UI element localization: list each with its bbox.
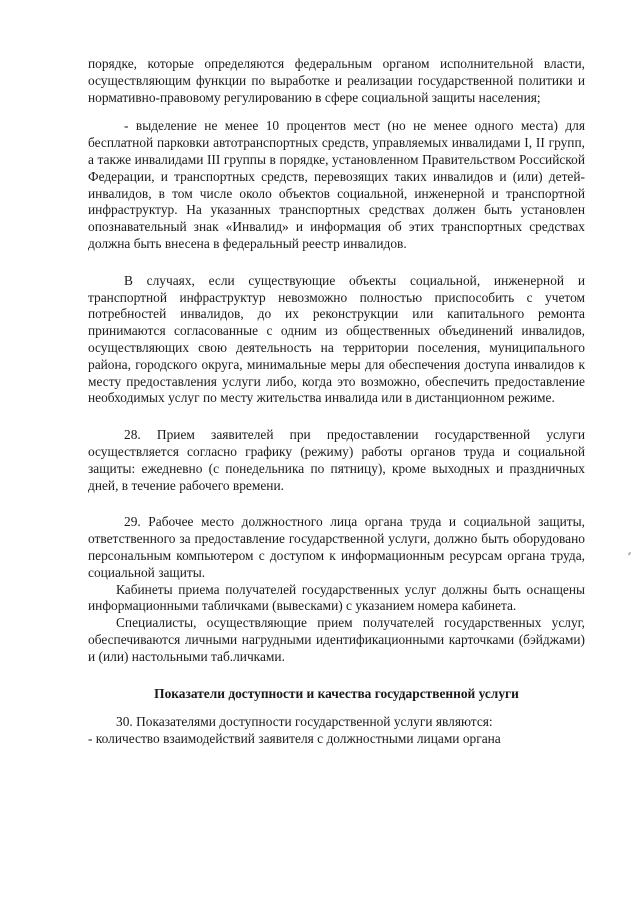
paragraph-specialists: Специалисты, осуществляющие прием получателей государственных услуг, обеспечиваются личными нагрудными идентификационными карточками (бэйджами) и (или) настольными таб.личками.: [88, 615, 585, 664]
document-body: [88, 56, 585, 748]
margin-mark: ⸗: [628, 548, 631, 558]
paragraph-parking: - выделение не менее 10 процентов мест (но не менее одного места) для бесплатной парковки автотранспортных средств, управляемых инвалидами I, II групп, а также инвалидами III группы в порядке, установленном Правительством Российской Федерации, и транспортных средств, перевозящих таких инвалидов и (или) детей-инвалидов, в том числе около объектов социальной, инженерной и транспортной инфраструктур. На указанных транспортных средствах должен быть установлен опознавательный знак «Инвалид» и информация об этих транспортных средствах должна быть внесена в федеральный реестр инвалидов.: [88, 118, 585, 251]
paragraph-28: 28. Прием заявителей при предоставлении государственной услуги осуществляется согласно графику (режиму) работы органов труда и социальной защиты: ежедневно (с понедельника по пятницу), кроме выходных и праздничных дней, в течение рабочего времени.: [88, 427, 585, 493]
paragraph-30-item: - количество взаимодействий заявителя с должностными лицами органа: [88, 731, 501, 747]
paragraph-intro: порядке, которые определяются федеральным органом исполнительной власти, осуществляющим функции по выработке и реализации государственной политики и нормативно-правовому регулированию в сфере социальной защиты населения;: [88, 56, 585, 105]
paragraph-29: 29. Рабочее место должностного лица органа труда и социальной защиты, ответственного за предоставление государственной услуги, должно быть оборудовано персональным компьютером с доступом к информационным ресурсам органа труда, социальной защиты.: [88, 514, 585, 580]
paragraph-cabinets: Кабинеты приема получателей государственных услуг должны быть оснащены информационными табличками (вывесками) с указанием номера кабинета.: [88, 581, 585, 614]
paragraph-30: 30. Показателями доступности государственной услуги являются:: [116, 714, 493, 730]
paragraph-cases: В случаях, если существующие объекты социальной, инженерной и транспортной инфраструктур невозможно полностью приспособить с учетом потребностей инвалидов, до их реконструкции или капитального ремонта принимаются согласованные с одним из общественных объединений инвалидов, осуществляющих свою деятельность на территории поселения, муниципального района, городского округа, минимальные меры для обеспечения доступа инвалидов к месту предоставления услуги либо, когда это возможно, обеспечить предоставление необходимых услуг по месту жительства инвалида или в дистанционном режиме.: [88, 272, 585, 406]
section-heading: Показатели доступности и качества государственной услуги: [154, 685, 519, 701]
